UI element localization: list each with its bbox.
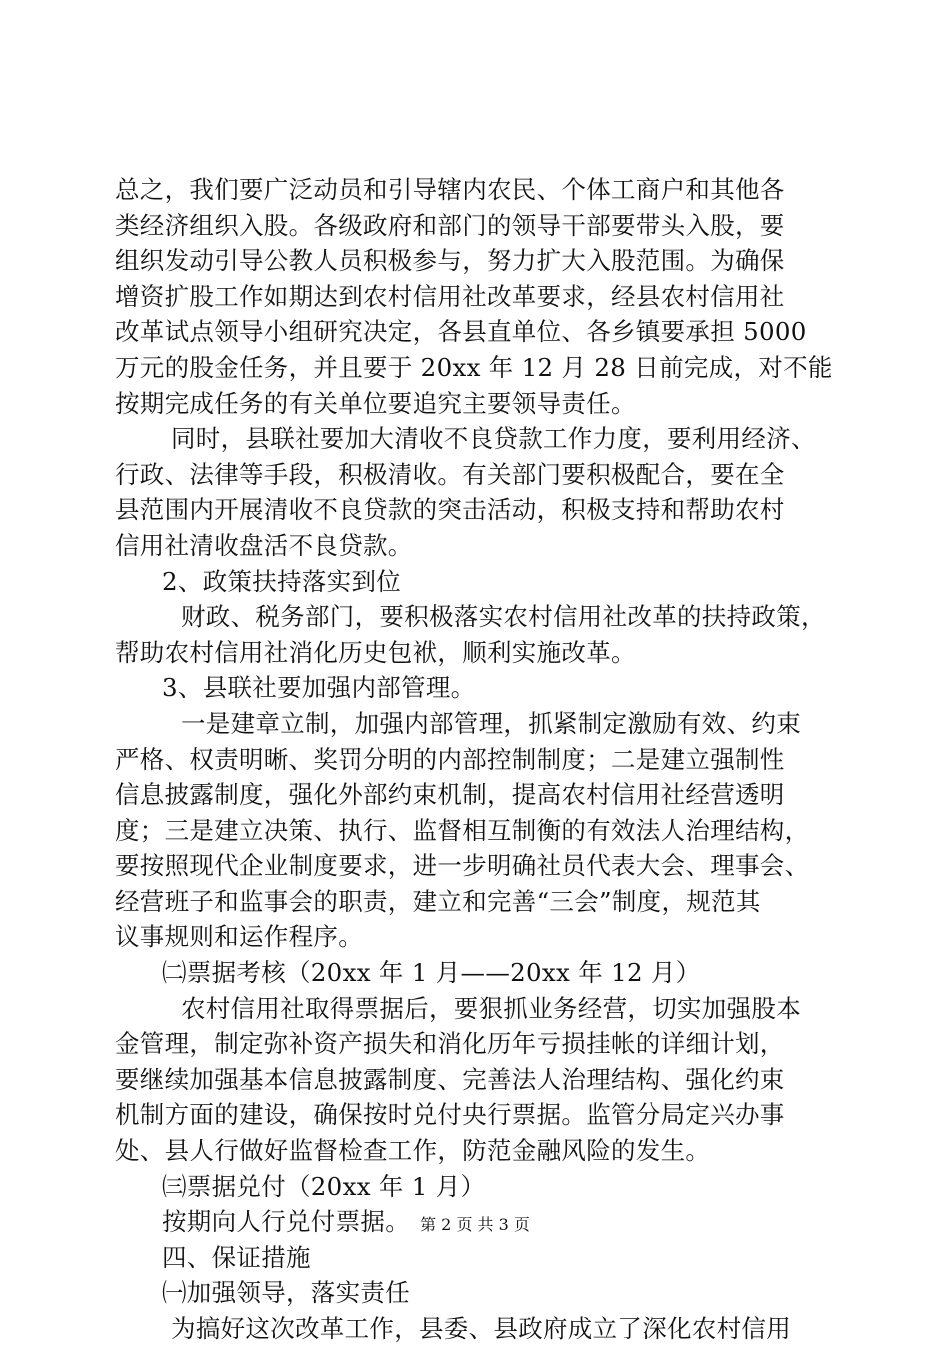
section-heading: ㈡票据考核（20xx 年 1 月——20xx 年 12 月） <box>162 958 701 988</box>
section-heading: 2、政策扶持落实到位 <box>162 566 402 596</box>
text-line: 议事规则和运作程序。 <box>115 922 363 952</box>
text-line: 帮助农村信用社消化历史包袱，顺利实施改革。 <box>115 637 636 667</box>
text-line: 万元的股金任务，并且要于 20xx 年 12 月 28 日前完成，对不能 <box>115 352 833 382</box>
text-line: 同时，县联社要加大清收不良贷款工作力度，要利用经济、 <box>171 424 816 454</box>
section-heading: 3、县联社要加强内部管理。 <box>162 673 476 703</box>
text-line: 信用社清收盘活不良贷款。 <box>115 530 413 560</box>
text-line: 经营班子和监事会的职责，建立和完善“三会”制度，规范其 <box>115 886 761 916</box>
text-line: 增资扩股工作如期达到农村信用社改革要求，经县农村信用社 <box>115 281 785 311</box>
section-heading: ㈢票据兑付（20xx 年 1 月） <box>162 1171 486 1201</box>
text-line: 按期完成任务的有关单位要追究主要领导责任。 <box>115 388 636 418</box>
text-line: 一是建章立制，加强内部管理，抓紧制定激励有效、约束 <box>181 708 801 738</box>
document-body <box>115 172 835 1347</box>
section-heading: 四、保证措施 <box>162 1242 311 1272</box>
text-line: 组织发动引导公教人员积极参与，努力扩大入股范围。为确保 <box>115 246 785 276</box>
page-number-footer: 第 2 页 共 3 页 <box>420 1215 530 1234</box>
text-line: 要按照现代企业制度要求，进一步明确社员代表大会、理事会、 <box>115 851 810 881</box>
text-line: 总之，我们要广泛动员和引导辖内农民、个体工商户和其他各 <box>115 175 785 204</box>
text-line: 要继续加强基本信息披露制度、完善法人治理结构、强化约束 <box>115 1064 785 1094</box>
text-line: 改革试点领导小组研究决定，各县直单位、各乡镇要承担 5000 <box>115 317 807 347</box>
text-line: 金管理，制定弥补资产损失和消化历年亏损挂帐的详细计划， <box>115 1029 785 1059</box>
text-line: 处、县人行做好监督检查工作，防范金融风险的发生。 <box>115 1136 711 1166</box>
text-line: 按期向人行兑付票据。 <box>162 1207 410 1237</box>
text-line: 类经济组织入股。各级政府和部门的领导干部要带头入股，要 <box>115 210 785 240</box>
section-heading: ㈠加强领导，落实责任 <box>162 1278 410 1308</box>
text-line: 严格、权责明晰、奖罚分明的内部控制制度；二是建立强制性 <box>115 744 785 774</box>
text-line: 为搞好这次改革工作，县委、县政府成立了深化农村信用 <box>171 1314 791 1343</box>
text-line: 县范围内开展清收不良贷款的突击活动，积极支持和帮助农村 <box>115 495 785 525</box>
text-line: 机制方面的建设，确保按时兑付央行票据。监管分局定兴办事 <box>115 1100 785 1130</box>
text-line: 度；三是建立决策、执行、监督相互制衡的有效法人治理结构， <box>115 815 810 845</box>
text-line: 行政、法律等手段，积极清收。有关部门要积极配合，要在全 <box>115 459 785 489</box>
text-line: 财政、税务部门，要积极落实农村信用社改革的扶持政策， <box>181 602 826 632</box>
text-line: 信息披露制度，强化外部约束机制，提高农村信用社经营透明 <box>115 780 785 810</box>
text-line: 农村信用社取得票据后，要狠抓业务经营，切实加强股本 <box>181 993 801 1023</box>
